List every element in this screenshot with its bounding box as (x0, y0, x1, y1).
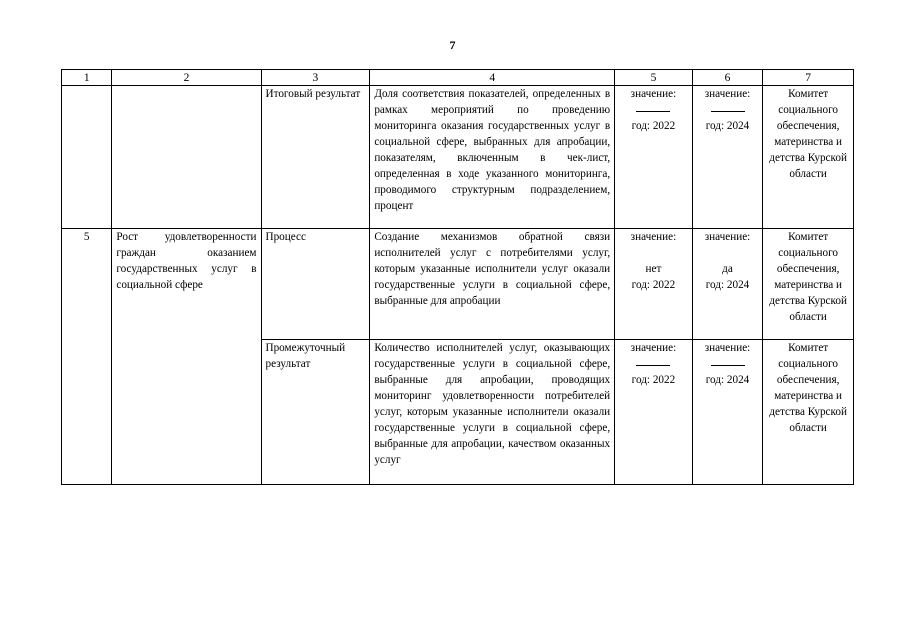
base-label: значение: (630, 88, 677, 100)
indicator-text: Создание механизмов обратной связи исполнителей услуг с потребителями услуг, которым указанные исполнители услуг оказали государственные услуги в социальной сфере, выбранные для апробации (374, 231, 611, 307)
header-row (62, 70, 854, 86)
target-year: год: 2024 (705, 374, 750, 386)
indicators-table (61, 69, 854, 485)
page-number: 7 (449, 38, 456, 52)
base-year: год: 2022 (631, 374, 676, 386)
indicator-cell (370, 86, 615, 229)
type-cell: Итоговый результат (261, 86, 370, 229)
base-value-cell (615, 229, 693, 340)
responsible-cell: Комитет социального обеспечения, материнства и детства Курской области (763, 86, 854, 229)
base-label: значение: (630, 342, 677, 354)
row-number-cell: 5 (62, 229, 112, 485)
target-year: год: 2024 (705, 120, 750, 132)
indicator-text: Доля соответствия показателей, определенных в рамках мероприятий по проведению мониторинга оказания государственных услуг в социальной сфере, выбранных для апробации, показателям, включенным в чек-лист, определенная в ходе указанного мониторинга, проводимого структурным подразделением, процент (374, 88, 611, 212)
header-cell: 7 (763, 70, 854, 86)
target-label: значение: (704, 88, 751, 100)
header-cell: 6 (692, 70, 763, 86)
target-value-blank (697, 356, 759, 372)
base-value-blank (619, 102, 688, 118)
base-year: год: 2022 (631, 120, 676, 132)
goal-cell (112, 86, 261, 229)
header-cell: 3 (261, 70, 370, 86)
header-cell: 4 (370, 70, 615, 86)
indicator-cell (370, 340, 615, 485)
target-value: да (722, 263, 733, 275)
header-cell: 1 (62, 70, 112, 86)
target-year: год: 2024 (705, 279, 750, 291)
target-value-cell (692, 340, 763, 485)
indicator-text: Количество исполнителей услуг, оказывающих государственные услуги в социальной сфере, выбранные для апробации, проводящих мониторинг удовлетворенности потребителей услуг, которым указанные исполнители оказали государственные услуги в социальной сфере, выбранные для апробации, качеством оказанных услуг (374, 342, 611, 466)
row-number-cell (62, 86, 112, 229)
goal-cell (112, 229, 261, 485)
base-value-blank (619, 356, 688, 372)
type-cell: Процесс (261, 229, 370, 340)
responsible-cell: Комитет социального обеспечения, материнства и детства Курской области (763, 229, 854, 340)
table-row (62, 229, 854, 340)
base-value: нет (645, 263, 662, 275)
target-value-blank (697, 102, 759, 118)
target-value-cell (692, 86, 763, 229)
base-value-cell (615, 340, 693, 485)
target-value-cell (692, 229, 763, 340)
table-row (62, 86, 854, 229)
indicator-cell (370, 229, 615, 340)
target-label: значение: (704, 231, 751, 243)
type-cell: Промежуточный результат (261, 340, 370, 485)
base-label: значение: (630, 231, 677, 243)
responsible-cell: Комитет социального обеспечения, материнства и детства Курской области (763, 340, 854, 485)
target-label: значение: (704, 342, 751, 354)
header-cell: 2 (112, 70, 261, 86)
base-value-cell (615, 86, 693, 229)
base-year: год: 2022 (631, 279, 676, 291)
header-cell: 5 (615, 70, 693, 86)
goal-text: Рост удовлетворенности граждан оказанием государственных услуг в социальной сфере (116, 231, 257, 291)
